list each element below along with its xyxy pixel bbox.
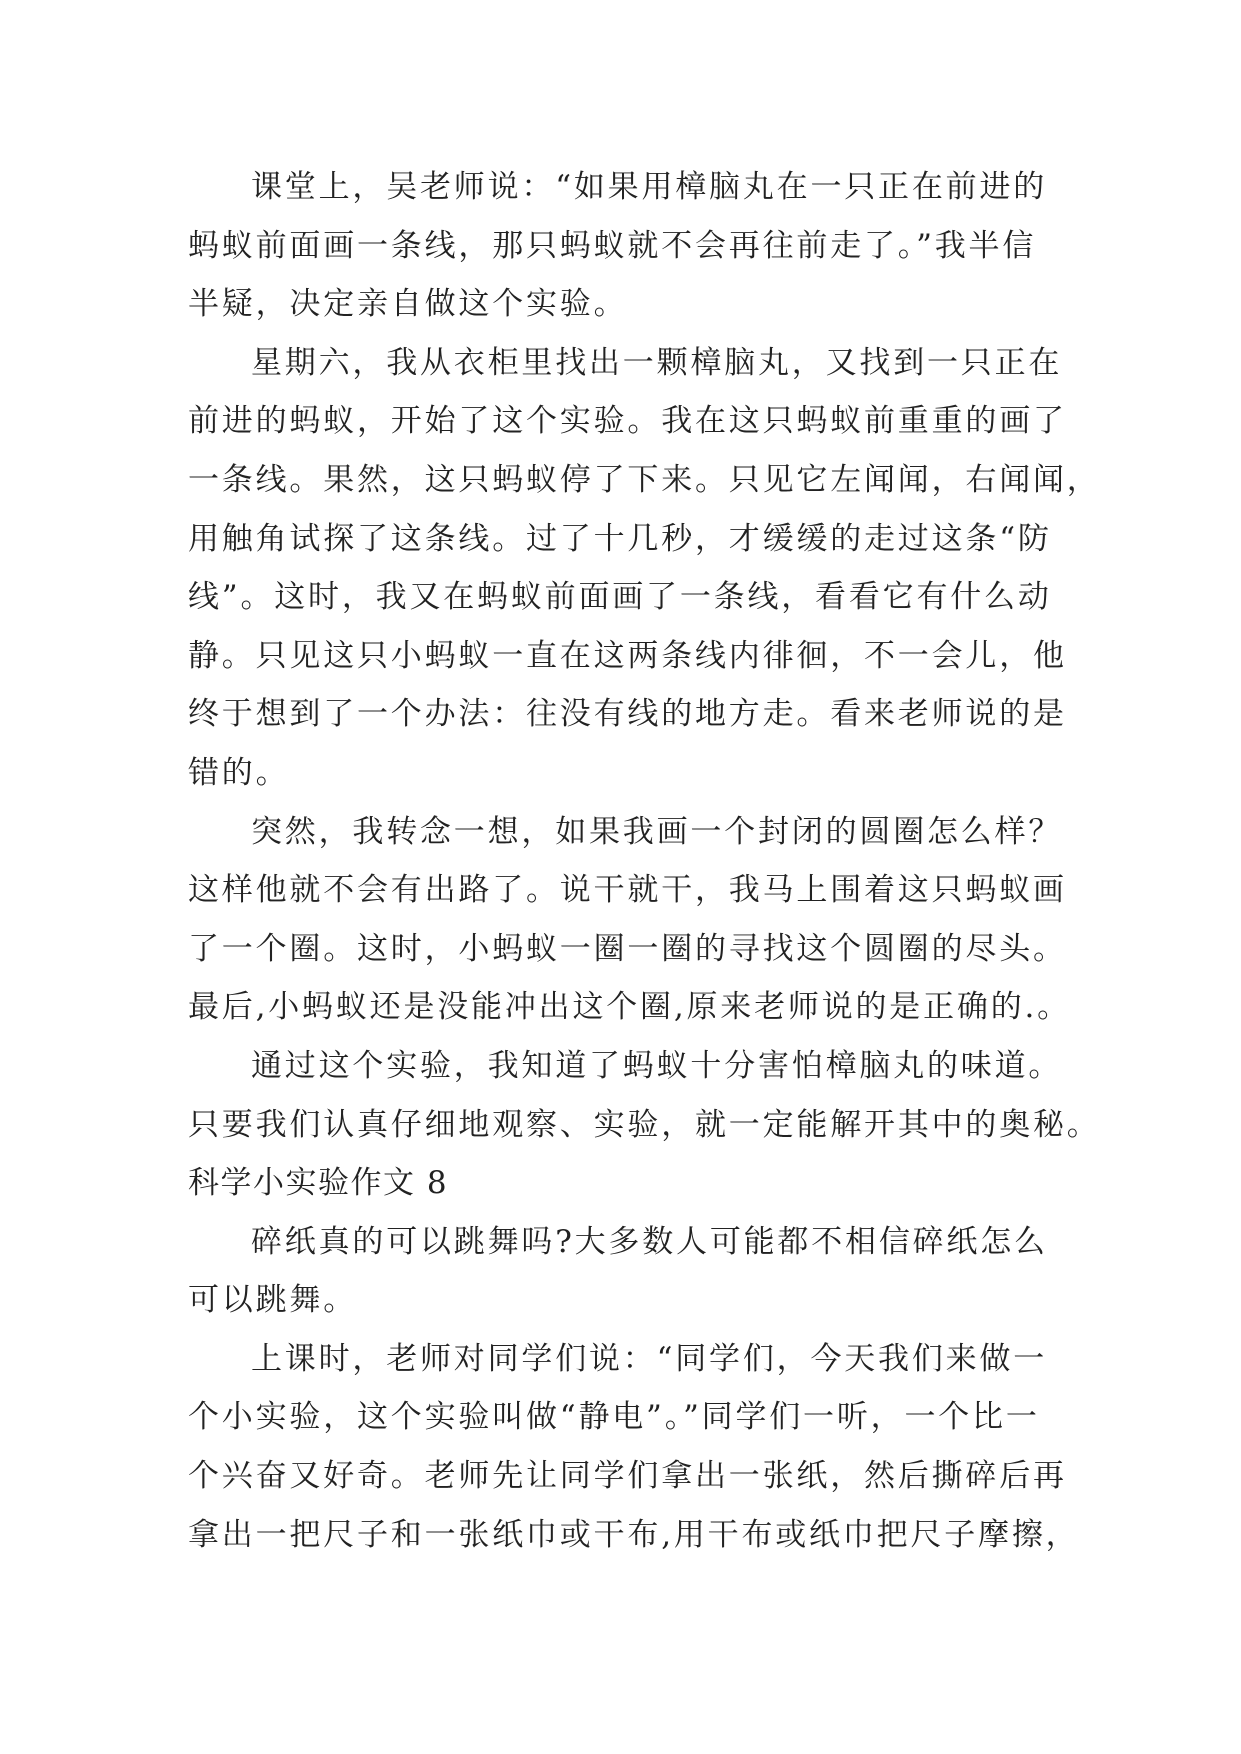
text-line: 可以跳舞。 — [188, 1282, 357, 1319]
text-line: 突然，我转念一想，如果我画一个封闭的圆圈怎么样？ — [251, 813, 1063, 850]
text-line: 通过这个实验，我知道了蚂蚁十分害怕樟脑丸的味道。 — [251, 1047, 1063, 1084]
text-line: 了一个圈。这时，小蚂蚁一圈一圈的寻找这个圆圈的尽头。 — [188, 930, 1067, 967]
text-line: 蚂蚁前面画一条线，那只蚂蚁就不会再往前走了。”我半信 — [188, 227, 1037, 264]
text-line: 个小实验，这个实验叫做“静电”。”同学们一听，一个比一 — [188, 1399, 1040, 1436]
text-line: 碎纸真的可以跳舞吗?大多数人可能都不相信碎纸怎么 — [251, 1223, 1048, 1260]
text-line: 前进的蚂蚁，开始了这个实验。我在这只蚂蚁前重重的画了 — [188, 403, 1067, 440]
text-line: 静。只见这只小蚂蚁一直在这两条线内徘徊，不一会儿，他 — [188, 637, 1067, 674]
text-line: 拿出一把尺子和一张纸巾或干布,用干布或纸巾把尺子摩擦， — [188, 1516, 1080, 1553]
text-line: 最后,小蚂蚁还是没能冲出这个圈,原来老师说的是正确的.。 — [188, 989, 1071, 1026]
document-body — [188, 158, 1101, 1564]
text-line: 个兴奋又好奇。老师先让同学们拿出一张纸，然后撕碎后再 — [188, 1458, 1067, 1495]
text-line: 半疑，决定亲自做这个实验。 — [188, 286, 628, 323]
text-line: 星期六，我从衣柜里找出一颗樟脑丸，又找到一只正在 — [251, 344, 1063, 381]
text-line: 用触角试探了这条线。过了十几秒，才缓缓的走过这条“防 — [188, 520, 1052, 557]
text-line: 线”。这时，我又在蚂蚁前面画了一条线，看看它有什么动 — [188, 579, 1052, 616]
text-line: 终于想到了一个办法：往没有线的地方走。看来老师说的是 — [188, 696, 1067, 733]
text-line: 上课时，老师对同学们说：“同学们，今天我们来做一 — [251, 1340, 1048, 1377]
text-line: 错的。 — [188, 754, 290, 791]
section-heading: 科学小实验作文 8 — [188, 1165, 449, 1202]
text-line: 只要我们认真仔细地观察、实验，就一定能解开其中的奥秘。 — [188, 1106, 1101, 1143]
text-line: 这样他就不会有出路了。说干就干，我马上围着这只蚂蚁画 — [188, 872, 1067, 909]
text-line: 课堂上，吴老师说：“如果用樟脑丸在一只正在前进的 — [251, 169, 1048, 205]
text-line: 一条线。果然，这只蚂蚁停了下来。只见它左闻闻，右闻闻， — [188, 461, 1101, 498]
